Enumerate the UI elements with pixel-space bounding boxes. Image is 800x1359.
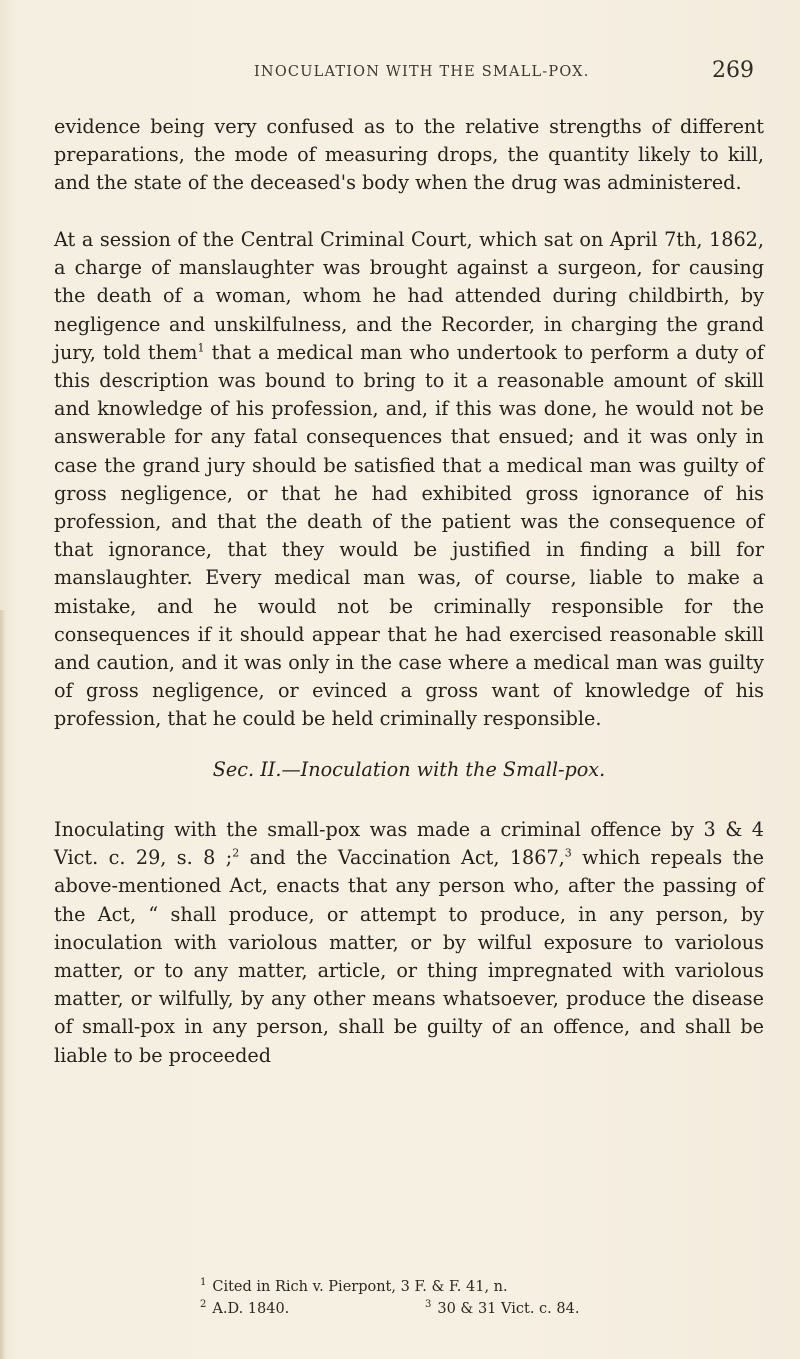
footnote-ref-1: 1 bbox=[197, 341, 205, 355]
footnote-ref-3: 3 bbox=[564, 846, 572, 860]
footnote-mark: 1 bbox=[200, 1277, 207, 1289]
paragraph-text: evidence being very confused as to the relative strengths of different preparations, the mode of measuring drops, the quantity likely to kill, and the state of the deceased's body when the drug was administered. bbox=[54, 115, 764, 195]
paragraph-text-part: which repeals the above-mentioned Act, enacts that any person who, after the passing of the Act, “ shall produce, or attempt to produce, in any person, by inoculation with variolous matter, or by wilful exposure to variolous matter, or to any matter, article, or thing impregnated with variolous matter, or wilfully, by any other means whatsoever, produce the disease of small-pox in any person, shall be guilty of an offence, and shall be liable to be proceeded bbox=[54, 846, 764, 1067]
paragraph-text-part: that a medical man who undertook to perform a duty of this description was bound to bring to it a reasonable amount of skill and knowledge of his profession, and, if this was done, he would not be answerable for any fatal consequences that ensued; and it was only in case the grand jury should be satisfied that a medical man was guilty of gross negligence, or that he had exhibited gross ignorance of his profession, and that the death of the patient was the consequence of that ignorance, that they would be justified in finding a bill for manslaughter. Every medical man was, of course, liable to make a mistake, and he would not be criminally responsible for the consequences if it should appear that he had exercised reasonable skill and caution, and it was only in the case where a medical man was guilty of gross negligence, or evinced a gross want of knowledge of his profession, that he could be held criminally responsible. bbox=[54, 340, 764, 731]
page-gutter-shadow bbox=[0, 610, 6, 1359]
footnote-mark: 3 bbox=[425, 1299, 432, 1311]
paragraph-inoculation bbox=[54, 816, 764, 1070]
footnote-text: A.D. 1840. bbox=[212, 1301, 290, 1317]
page-number: 269 bbox=[712, 58, 754, 83]
paragraph-text-part: At a session of the Central Criminal Court, which sat on April 7th, 1862, a charge of manslaughter was brought against a surgeon, for causing the death of a woman, whom he had attended during childbirth, by negligence and unskilfulness, and the Recorder, in charging the grand jury, told them bbox=[54, 228, 764, 364]
footnote-text: 30 & 31 Vict. c. 84. bbox=[437, 1301, 580, 1317]
running-header bbox=[0, 58, 800, 88]
footnote-2-3 bbox=[200, 1298, 760, 1320]
footnote-mark: 2 bbox=[200, 1299, 207, 1311]
footnote-3 bbox=[425, 1298, 579, 1320]
paragraph-text-part: Inoculating with the small-pox was made a criminal offence by 3 & 4 Vict. c. 29, s. 8 ; bbox=[54, 818, 764, 870]
footnote-text: Cited in Rich v. Pierpont, 3 F. & F. 41, n. bbox=[212, 1279, 508, 1295]
running-title: INOCULATION WITH THE SMALL-POX. bbox=[254, 64, 590, 80]
footnote-ref-2: 2 bbox=[232, 846, 240, 860]
paragraph-text bbox=[54, 816, 764, 1070]
paragraph-recorder-charge bbox=[54, 226, 764, 734]
footnote-1 bbox=[200, 1276, 760, 1298]
paragraph-continued bbox=[54, 113, 764, 198]
paragraph-text bbox=[54, 226, 764, 734]
section-heading: Sec. II.—Inoculation with the Small-pox. bbox=[212, 758, 606, 781]
footnotes bbox=[200, 1276, 760, 1320]
paragraph-text-part: and the Vaccination Act, 1867, bbox=[239, 846, 565, 870]
